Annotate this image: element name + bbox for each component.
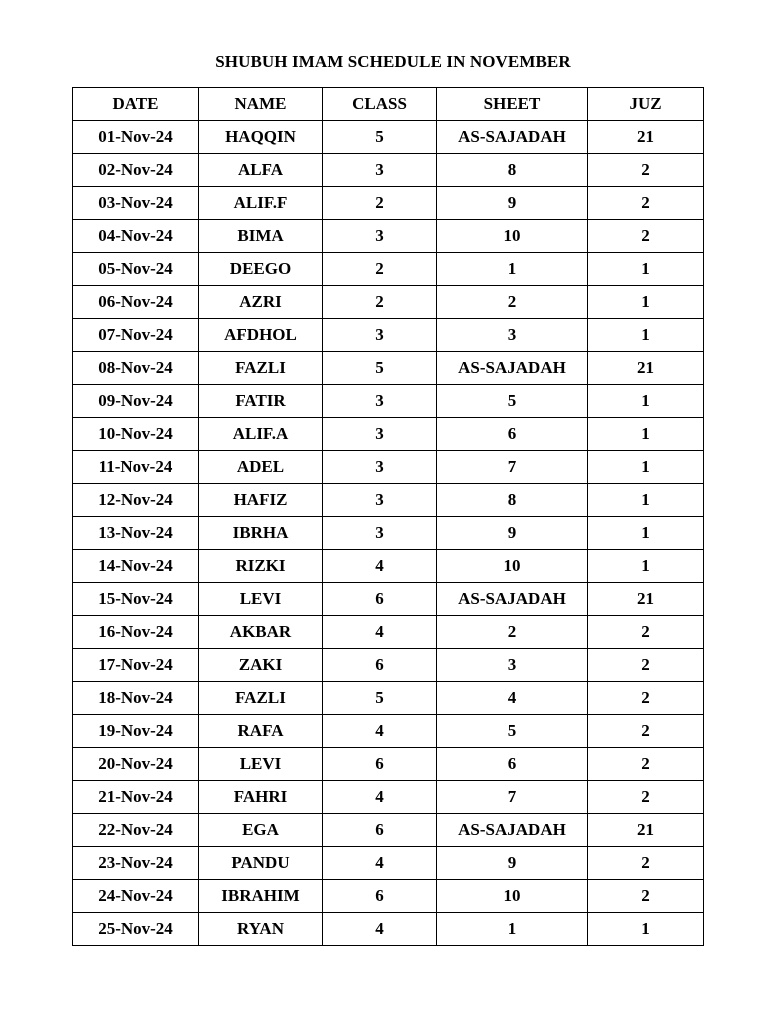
date-cell: 18-Nov-24 [73,682,199,715]
name-cell: HAQQIN [199,121,323,154]
date-cell: 10-Nov-24 [73,418,199,451]
table-row [73,484,704,517]
class-cell: 4 [323,550,437,583]
juz-cell: 2 [588,847,704,880]
date-cell: 03-Nov-24 [73,187,199,220]
sheet-cell: 5 [437,385,588,418]
juz-cell: 2 [588,748,704,781]
class-cell: 6 [323,880,437,913]
name-cell: FAHRI [199,781,323,814]
juz-cell: 2 [588,682,704,715]
class-cell: 3 [323,451,437,484]
sheet-cell: 7 [437,451,588,484]
table-row [73,517,704,550]
table-row [73,451,704,484]
table-body [73,121,704,946]
juz-cell: 1 [588,913,704,946]
juz-cell: 1 [588,517,704,550]
juz-cell: 1 [588,319,704,352]
name-cell: PANDU [199,847,323,880]
date-cell: 15-Nov-24 [73,583,199,616]
sheet-cell: 4 [437,682,588,715]
juz-cell: 1 [588,484,704,517]
class-cell: 4 [323,715,437,748]
juz-cell: 21 [588,814,704,847]
sheet-cell: 7 [437,781,588,814]
juz-cell: 21 [588,352,704,385]
sheet-cell: 3 [437,649,588,682]
sheet-cell: AS-SAJADAH [437,583,588,616]
sheet-cell: 8 [437,484,588,517]
sheet-cell: 5 [437,715,588,748]
table-row [73,847,704,880]
table-row [73,781,704,814]
date-cell: 17-Nov-24 [73,649,199,682]
table-row [73,550,704,583]
juz-cell: 2 [588,880,704,913]
column-header-juz: JUZ [588,88,704,121]
table-row [73,154,704,187]
name-cell: IBRHA [199,517,323,550]
class-cell: 2 [323,253,437,286]
class-cell: 3 [323,385,437,418]
table-row [73,253,704,286]
juz-cell: 21 [588,121,704,154]
table-row [73,814,704,847]
name-cell: DEEGO [199,253,323,286]
date-cell: 01-Nov-24 [73,121,199,154]
juz-cell: 2 [588,220,704,253]
class-cell: 5 [323,352,437,385]
sheet-cell: 2 [437,616,588,649]
header-row [73,88,704,121]
name-cell: LEVI [199,748,323,781]
page-title: SHUBUH IMAM SCHEDULE IN NOVEMBER [215,52,571,71]
date-cell: 04-Nov-24 [73,220,199,253]
name-cell: LEVI [199,583,323,616]
class-cell: 4 [323,616,437,649]
name-cell: FAZLI [199,352,323,385]
class-cell: 3 [323,319,437,352]
date-cell: 19-Nov-24 [73,715,199,748]
table-row [73,385,704,418]
name-cell: RYAN [199,913,323,946]
sheet-cell: 6 [437,418,588,451]
date-cell: 25-Nov-24 [73,913,199,946]
sheet-cell: AS-SAJADAH [437,121,588,154]
table-row [73,286,704,319]
juz-cell: 1 [588,286,704,319]
name-cell: RAFA [199,715,323,748]
table-row [73,748,704,781]
class-cell: 5 [323,121,437,154]
date-cell: 23-Nov-24 [73,847,199,880]
sheet-cell: AS-SAJADAH [437,814,588,847]
class-cell: 3 [323,517,437,550]
sheet-cell: AS-SAJADAH [437,352,588,385]
name-cell: ALIF.A [199,418,323,451]
sheet-cell: 9 [437,187,588,220]
date-cell: 22-Nov-24 [73,814,199,847]
table-row [73,220,704,253]
table-row [73,352,704,385]
date-cell: 08-Nov-24 [73,352,199,385]
date-cell: 24-Nov-24 [73,880,199,913]
juz-cell: 1 [588,385,704,418]
date-cell: 11-Nov-24 [73,451,199,484]
date-cell: 14-Nov-24 [73,550,199,583]
table-row [73,319,704,352]
date-cell: 12-Nov-24 [73,484,199,517]
name-cell: ALIF.F [199,187,323,220]
table-row [73,649,704,682]
sheet-cell: 10 [437,550,588,583]
name-cell: ADEL [199,451,323,484]
column-header-date: DATE [73,88,199,121]
juz-cell: 1 [588,418,704,451]
name-cell: ALFA [199,154,323,187]
date-cell: 09-Nov-24 [73,385,199,418]
sheet-cell: 10 [437,880,588,913]
class-cell: 3 [323,220,437,253]
class-cell: 4 [323,913,437,946]
juz-cell: 2 [588,649,704,682]
date-cell: 07-Nov-24 [73,319,199,352]
date-cell: 06-Nov-24 [73,286,199,319]
table-row [73,121,704,154]
table-row [73,418,704,451]
table-row [73,583,704,616]
name-cell: HAFIZ [199,484,323,517]
sheet-cell: 9 [437,517,588,550]
name-cell: ZAKI [199,649,323,682]
juz-cell: 2 [588,154,704,187]
name-cell: EGA [199,814,323,847]
class-cell: 6 [323,583,437,616]
class-cell: 3 [323,154,437,187]
name-cell: AKBAR [199,616,323,649]
class-cell: 3 [323,484,437,517]
juz-cell: 2 [588,715,704,748]
table-row [73,682,704,715]
name-cell: RIZKI [199,550,323,583]
class-cell: 6 [323,748,437,781]
table-row [73,880,704,913]
juz-cell: 1 [588,451,704,484]
date-cell: 16-Nov-24 [73,616,199,649]
table-header [73,88,704,121]
date-cell: 20-Nov-24 [73,748,199,781]
sheet-cell: 1 [437,253,588,286]
class-cell: 4 [323,847,437,880]
name-cell: AZRI [199,286,323,319]
name-cell: FATIR [199,385,323,418]
sheet-cell: 3 [437,319,588,352]
juz-cell: 1 [588,550,704,583]
name-cell: AFDHOL [199,319,323,352]
sheet-cell: 6 [437,748,588,781]
column-header-name: NAME [199,88,323,121]
class-cell: 2 [323,286,437,319]
date-cell: 05-Nov-24 [73,253,199,286]
class-cell: 2 [323,187,437,220]
sheet-cell: 1 [437,913,588,946]
date-cell: 13-Nov-24 [73,517,199,550]
juz-cell: 2 [588,781,704,814]
column-header-sheet: SHEET [437,88,588,121]
juz-cell: 21 [588,583,704,616]
sheet-cell: 9 [437,847,588,880]
juz-cell: 2 [588,187,704,220]
name-cell: FAZLI [199,682,323,715]
class-cell: 6 [323,814,437,847]
name-cell: BIMA [199,220,323,253]
juz-cell: 1 [588,253,704,286]
juz-cell: 2 [588,616,704,649]
date-cell: 02-Nov-24 [73,154,199,187]
sheet-cell: 10 [437,220,588,253]
name-cell: IBRAHIM [199,880,323,913]
sheet-cell: 2 [437,286,588,319]
table-row [73,187,704,220]
class-cell: 6 [323,649,437,682]
date-cell: 21-Nov-24 [73,781,199,814]
class-cell: 4 [323,781,437,814]
class-cell: 5 [323,682,437,715]
sheet-cell: 8 [437,154,588,187]
table-row [73,715,704,748]
column-header-class: CLASS [323,88,437,121]
class-cell: 3 [323,418,437,451]
table-row [73,913,704,946]
schedule-table [72,87,704,946]
table-row [73,616,704,649]
